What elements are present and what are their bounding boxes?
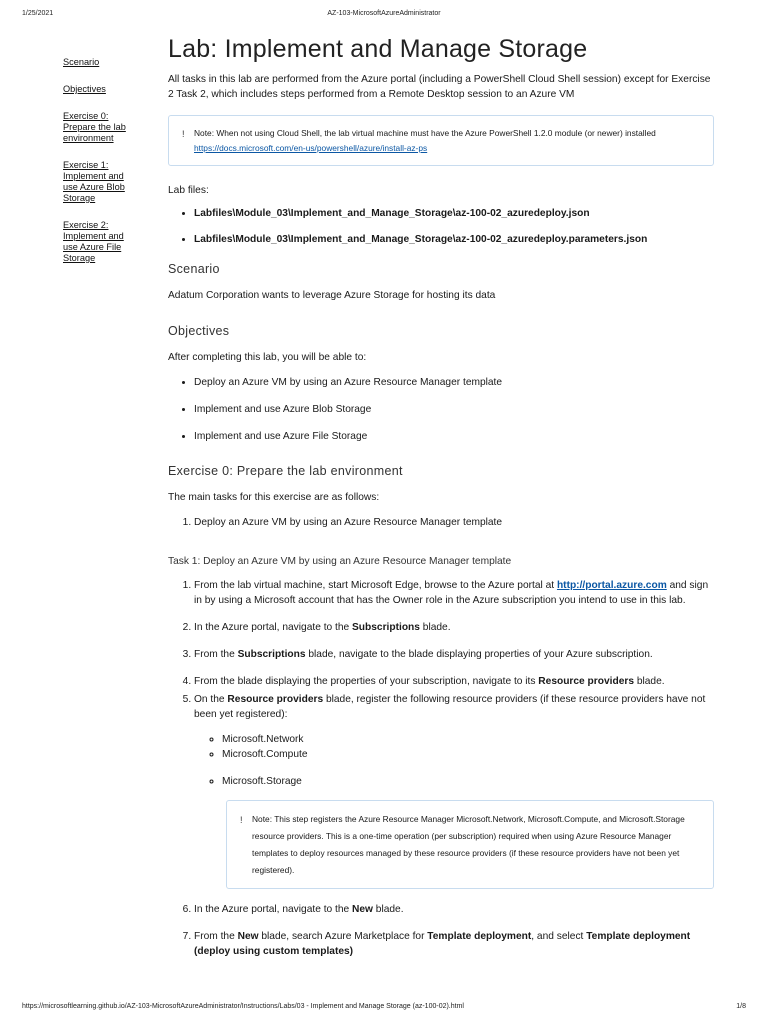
provider-item: ◦ Microsoft.Network xyxy=(222,732,714,747)
task-1-heading: Task 1: Deploy an Azure VM by using an Azure Resource Manager template xyxy=(168,556,512,567)
scenario-text: Adatum Corporation wants to leverage Azure Storage for hosting its data xyxy=(168,290,496,301)
lab-files-list xyxy=(168,206,714,247)
objective-item: • Implement and use Azure Blob Storage xyxy=(194,402,714,417)
sidebar-toc xyxy=(63,57,139,280)
main-content xyxy=(168,34,714,971)
step-item: 3. From the Subscriptions blade, navigate to the blade displaying properties of your Azure subscription. xyxy=(194,647,714,662)
note-callout xyxy=(168,115,714,166)
exercise-0-heading: Exercise 0: Prepare the lab environment xyxy=(168,464,403,478)
provider-item: ◦ Microsoft.Compute xyxy=(222,747,714,762)
install-az-ps-link[interactable]: https://docs.microsoft.com/en-us/powershell/azure/install-az-ps xyxy=(194,143,428,153)
azure-portal-link[interactable]: http://portal.azure.com xyxy=(556,580,667,591)
print-date: 1/25/2021 xyxy=(22,10,54,17)
print-footer xyxy=(0,1003,768,1015)
lab-files-label: Lab files: xyxy=(168,185,209,196)
step-item: 1. From the lab virtual machine, start Microsoft Edge, browse to the Azure portal at http://portal.azure.com and sign in by using a Microsoft account that has the Owner role in the Azure subscription you intend to use in this lab. xyxy=(194,578,714,608)
intro-paragraph: All tasks in this lab are performed from the Azure portal (including a PowerShell Cloud Shell session) except for Exercise 2 Task 2, which includes steps performed from a Remote Desktop session to an Azure VM xyxy=(168,74,711,100)
sidebar-item-scenario[interactable]: Scenario xyxy=(63,57,100,67)
step-item: 6. In the Azure portal, navigate to the New blade. xyxy=(194,902,714,917)
exercise-0-task-list xyxy=(168,515,714,530)
objectives-heading: Objectives xyxy=(168,324,230,338)
exercise-task-item: 1. Deploy an Azure VM by using an Azure Resource Manager template xyxy=(194,515,714,530)
print-url: https://microsoftlearning.github.io/AZ-103-MicrosoftAzureAdministrator/Instructions/Labs/03 - Implement and Manage Storage (az-100-02).html xyxy=(22,1003,464,1010)
note-text: Note: When not using Cloud Shell, the lab virtual machine must have the Azure PowerShell 1.2.0 module (or newer) installed xyxy=(194,128,656,138)
scenario-heading: Scenario xyxy=(168,262,220,276)
registration-note-text: Note: This step registers the Azure Resource Manager Microsoft.Network, Microsoft.Compute, and Microsoft.Storage resource providers. This is a one-time operation (per subscription) required when using Azure Resource Manager templates to deploy resources managed by these resource providers (if these resource providers have not been yet registered). xyxy=(252,814,685,875)
note-icon: ! xyxy=(182,129,185,139)
note-icon: ! xyxy=(240,815,243,825)
registration-note-callout xyxy=(226,800,714,889)
objective-item: • Deploy an Azure VM by using an Azure Resource Manager template xyxy=(194,375,714,390)
provider-item: ◦ Microsoft.Storage xyxy=(222,774,714,789)
print-title: AZ-103-MicrosoftAzureAdministrator xyxy=(327,10,441,17)
objectives-list xyxy=(168,375,714,444)
task-1-steps xyxy=(168,578,714,959)
objective-item: • Implement and use Azure File Storage xyxy=(194,429,714,444)
exercise-0-intro: The main tasks for this exercise are as follows: xyxy=(168,492,380,503)
page-number: 1/8 xyxy=(736,1003,746,1010)
resource-provider-list xyxy=(194,732,714,789)
sidebar-item-objectives[interactable]: Objectives xyxy=(63,84,106,94)
objectives-intro: After completing this lab, you will be able to: xyxy=(168,352,367,363)
step-item: 5. On the Resource providers blade, register the following resource providers (if these resource providers have not been yet registered): ◦ Microsoft.Network ◦ Microsoft.Compute ◦ Microsoft.Storage ! Note: This step registers the Azure Resource Manager Microsoft.Network, Microsoft.Compute, and Microsoft.Storage resource providers. This is a one-time operation (per subscription) required when using Azure Resource Manager templates to deploy resources managed by these resource providers (if these resource providers have not been yet registered). xyxy=(194,692,714,889)
sidebar-item-exercise-0[interactable]: Exercise 0: Prepare the lab environment xyxy=(63,111,126,143)
step-item: 2. In the Azure portal, navigate to the Subscriptions blade. xyxy=(194,620,714,635)
lab-file-item: • Labfiles\Module_03\Implement_and_Manage_Storage\az-100-02_azuredeploy.parameters.json xyxy=(194,232,714,247)
page-title: Lab: Implement and Manage Storage xyxy=(168,35,588,63)
step-item: 7. From the New blade, search Azure Marketplace for Template deployment, and select Template deployment (deploy using custom templates) xyxy=(194,929,714,959)
lab-file-item: • Labfiles\Module_03\Implement_and_Manage_Storage\az-100-02_azuredeploy.json xyxy=(194,206,714,221)
print-header xyxy=(0,10,768,22)
sidebar-item-exercise-2[interactable]: Exercise 2: Implement and use Azure File Storage xyxy=(63,220,124,263)
step-item: 4. From the blade displaying the properties of your subscription, navigate to its Resource providers blade. xyxy=(194,674,714,689)
sidebar-item-exercise-1[interactable]: Exercise 1: Implement and use Azure Blob Storage xyxy=(63,160,125,203)
